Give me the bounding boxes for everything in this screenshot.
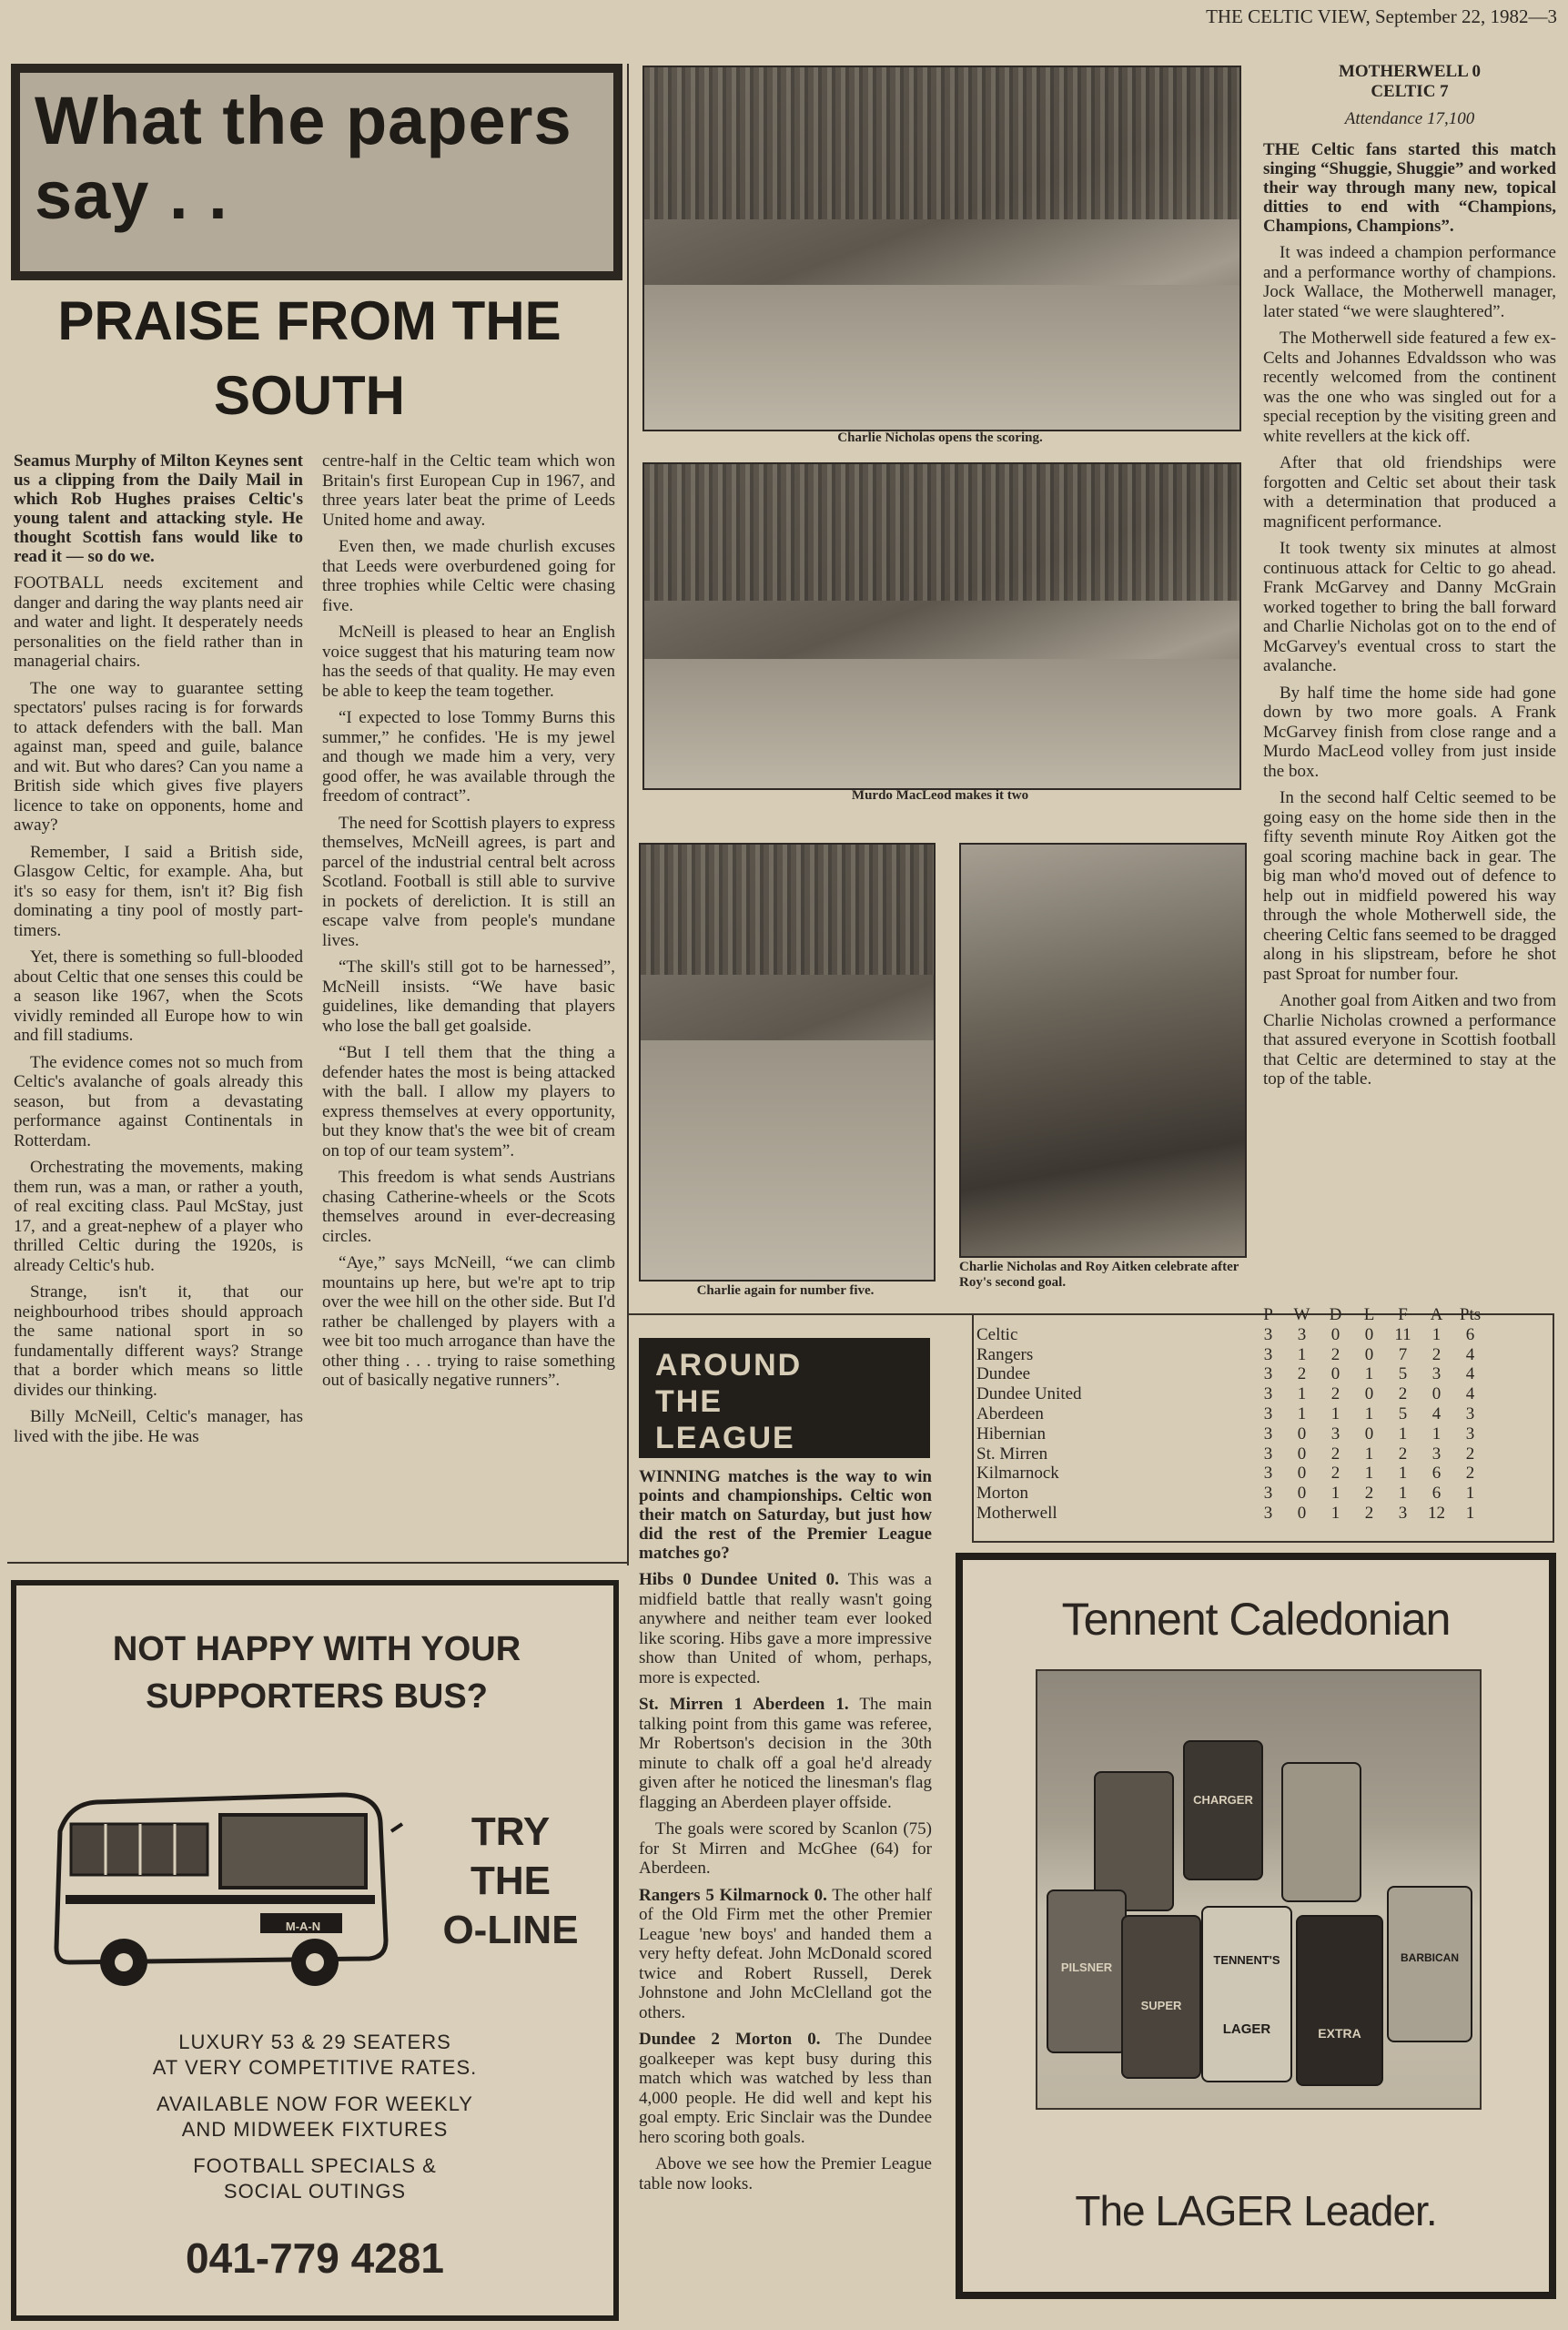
league-table-header — [976, 1305, 1487, 1325]
table-cell: 1 — [1330, 1403, 1340, 1423]
table-cell: 4 — [1465, 1364, 1475, 1384]
table-cell: 0 — [1364, 1384, 1374, 1404]
around-league-lede: WINNING matches is the way to win points and championships. Celtic won their match on Saturday, but just how did the rest of the Premier League matches go? — [639, 1467, 932, 1563]
papers-paragraph: Orchestrating the movements, making them run, was a man, or rather a youth, of real exciting class. Paul McStay, just 17, and a great-nephew of a player who thrilled Celtic during the 1920s, is already Celtic's hub. — [14, 1158, 303, 1275]
photo-nicholas-scores — [642, 66, 1241, 431]
around-league-column — [639, 1467, 932, 2201]
table-cell: 2 — [1364, 1484, 1374, 1504]
table-cell: 3 — [1263, 1484, 1273, 1504]
table-cell: 3 — [1263, 1464, 1273, 1484]
table-cell: 0 — [1330, 1364, 1340, 1384]
table-cell: 5 — [1398, 1403, 1408, 1423]
papers-paragraph: McNeill is pleased to hear an English voice suggest that his maturing team now has the seeds of that quality. He may even be able to keep the team together. — [322, 623, 615, 701]
table-row — [976, 1504, 1487, 1524]
team-name: Aberdeen — [976, 1403, 1044, 1423]
section-rule — [7, 1562, 628, 1564]
table-cell: 4 — [1465, 1384, 1475, 1404]
table-cell: 0 — [1297, 1464, 1307, 1484]
papers-paragraph: The need for Scottish players to express themselves, McNeill agrees, is part and parcel of the industrial central belt across Scotland. Football is still able to survive in pockets of dereliction. It is still an escape valve from people's mundane lives. — [322, 813, 615, 950]
team-name: Kilmarnock — [976, 1464, 1059, 1484]
table-cell: 2 — [1398, 1444, 1408, 1464]
bus-badge: M-A-N — [285, 1920, 321, 1933]
table-rule — [972, 1313, 974, 1543]
table-cell: 5 — [1398, 1364, 1408, 1384]
team-name: St. Mirren — [976, 1444, 1048, 1464]
league-table-body — [976, 1325, 1487, 1524]
table-cell: 2 — [1465, 1464, 1475, 1484]
table-row — [976, 1424, 1487, 1444]
papers-paragraph: “The skill's still got to be harnessed”, McNeill insists. “We have basic guidelines, like demanding that players who lose the ball get goalside. — [322, 957, 615, 1036]
table-cell: 2 — [1330, 1444, 1340, 1464]
papers-banner-title: What the papers say . . — [35, 83, 572, 233]
papers-paragraph: Strange, isn't it, that our neighbourhood tribes should approach the same national sport in so fundamentally different ways? Strange that a border which means so little divides our thinking. — [14, 1282, 303, 1400]
table-cell: 3 — [1431, 1364, 1442, 1384]
papers-paragraph: Remember, I said a British side, Glasgow Celtic, for example. Aha, but it's so easy for them, isn't it? Big fish dominating a tiny pool of mostly part-timers. — [14, 842, 303, 940]
table-header-cell: W — [1293, 1305, 1310, 1324]
bus-ad-line: AVAILABLE NOW FOR WEEKLY — [157, 2092, 473, 2115]
table-row — [976, 1364, 1487, 1384]
bus-ad-line: AT VERY COMPETITIVE RATES. — [152, 2056, 478, 2079]
papers-paragraph: This freedom is what sends Austrians chasing Catherine-wheels or the Scots themselves around in ever-decreasing circles. — [322, 1168, 615, 1246]
table-header-cell: A — [1430, 1305, 1443, 1324]
table-cell: 4 — [1431, 1403, 1442, 1423]
table-header-cell: L — [1363, 1305, 1375, 1324]
table-header-cell: Pts — [1459, 1305, 1482, 1324]
table-cell: 0 — [1297, 1423, 1307, 1444]
table-cell: 1 — [1364, 1444, 1374, 1464]
league-table — [974, 1305, 1556, 1542]
around-league-title: AROUND THE LEAGUE — [655, 1348, 803, 1455]
table-row — [976, 1484, 1487, 1504]
beer-can: CHARGER — [1183, 1740, 1263, 1880]
papers-paragraph: Even then, we made churlish excuses that Leeds were overburdened going for three trophies while Celtic were chasing five. — [322, 537, 615, 615]
beer-ad-brand: Tennent Caledonian — [1061, 1594, 1451, 1645]
beer-ad-photo — [1036, 1669, 1482, 2110]
table-row — [976, 1384, 1487, 1404]
table-cell: 1 — [1398, 1464, 1408, 1484]
table-cell: 1 — [1297, 1344, 1307, 1364]
table-cell: 0 — [1364, 1423, 1374, 1444]
match-paragraph: The Motherwell side featured a few ex-Celts and Johannes Edvaldsson who was recently welcomed from the continent was the one who was singled out for a special reception by the visiting green and white revellers at the kick off. — [1263, 329, 1556, 446]
team-name: Dundee — [976, 1364, 1031, 1384]
league-item: Dundee 2 Morton 0. The Dundee goalkeeper was kept busy during this match which was watched by less than 4,000 people. He did well and kept his goal empty. Eric Sinclair was the Dundee hero scoring both goals. — [639, 2030, 932, 2147]
try-line: O-LINE — [442, 1908, 579, 1952]
league-item: St. Mirren 1 Aberdeen 1. The main talking point from this game was referee, Mr Robertson's decision in the 30th minute to chalk off a goal he'd already given after he noticed the linesman's flag flagging an Aberdeen player offside. — [639, 1695, 932, 1812]
papers-paragraph: Yet, there is something so full-blooded about Celtic that one senses this could be a season like 1967, when the Scots vividly reminded all Europe how to win and fill stadiums. — [14, 947, 303, 1045]
score-away: CELTIC 7 — [1371, 82, 1449, 101]
table-cell: 2 — [1465, 1444, 1475, 1464]
beer-can: BARBICAN — [1387, 1886, 1472, 2042]
table-cell: 0 — [1297, 1444, 1307, 1464]
table-cell: 2 — [1330, 1384, 1340, 1404]
papers-headline: PRAISE FROM THE SOUTH — [57, 290, 561, 426]
match-paragraph: In the second half Celtic seemed to be going easy on the home side then in the fifty seventh minute Roy Aitken got the goal scoring machine back in gear. The big man who'd moved out of defence to help out in midfield powered his way through the whole Motherwell side, the cheering Celtic fans seemed to be dragged along in his slipstream, before he shot past Sproat for number four. — [1263, 788, 1556, 984]
match-report — [1263, 62, 1556, 1097]
table-cell: 3 — [1263, 1444, 1273, 1464]
papers-paragraph: “But I tell them that the thing a defender hates the most is being attacked with the ball. I allow my players to express themselves at every opportunity, but they know that's the wee bit of cream on top of our team system”. — [322, 1043, 615, 1160]
table-cell: 1 — [1297, 1403, 1307, 1423]
table-header-cell: D — [1329, 1305, 1342, 1324]
around-league-banner — [639, 1338, 930, 1458]
beer-ad — [956, 1553, 1556, 2299]
table-header-cell: P — [1263, 1305, 1273, 1324]
papers-lede: Seamus Murphy of Milton Keynes sent us a clipping from the Daily Mail in which Rob Hughes praises Celtic's young talent and attacking style. He thought Scottish fans would like to read it — so do we. — [14, 451, 303, 566]
table-cell: 3 — [1431, 1444, 1442, 1464]
beer-can — [1281, 1762, 1361, 1902]
table-cell: 12 — [1428, 1503, 1445, 1523]
table-cell: 3 — [1263, 1503, 1273, 1523]
table-cell: 6 — [1465, 1324, 1475, 1344]
table-rule — [1553, 1313, 1554, 1543]
column-rule — [627, 64, 629, 1565]
league-item: The goals were scored by Scanlon (75) for St Mirren and McGhee (64) for Aberdeen. — [639, 1819, 932, 1878]
papers-paragraph: The evidence comes not so much from Celtic's avalanche of goals already this season, but from a devastating performance against Continentals in Rotterdam. — [14, 1052, 303, 1150]
table-cell: 1 — [1431, 1423, 1442, 1444]
papers-banner — [11, 64, 622, 280]
bus-ad-phone: 041-779 4281 — [186, 2234, 444, 2282]
team-name: Dundee United — [976, 1384, 1082, 1404]
papers-column-1 — [14, 451, 303, 1454]
bus-ad — [11, 1580, 619, 2321]
try-line: THE — [470, 1859, 551, 1903]
try-the-o-line — [424, 1808, 597, 1955]
team-name: Hibernian — [976, 1423, 1046, 1444]
table-cell: 1 — [1398, 1423, 1408, 1444]
papers-column-2 — [322, 451, 615, 1398]
table-cell: 1 — [1431, 1324, 1442, 1344]
table-cell: 0 — [1297, 1503, 1307, 1523]
beer-ad-tagline: The LAGER Leader. — [1075, 2187, 1437, 2234]
table-cell: 0 — [1364, 1324, 1374, 1344]
table-cell: 0 — [1364, 1344, 1374, 1364]
table-cell: 0 — [1297, 1484, 1307, 1504]
table-cell: 3 — [1263, 1324, 1273, 1344]
beer-can: PILSNER — [1047, 1889, 1127, 2053]
papers-paragraph: FOOTBALL needs excitement and danger and daring the way plants need air and water and light. It desperately needs personalities on the field rather than in managerial chairs. — [14, 573, 303, 671]
table-cell: 3 — [1263, 1344, 1273, 1364]
bus-illustration — [42, 1768, 406, 2004]
masthead: THE CELTIC VIEW, September 22, 1982—3 — [1206, 5, 1557, 27]
match-paragraph: Another goal from Aitken and two from Charlie Nicholas crowned a performance that assured everyone in Scottish football that Celtic are determined to stay at the top of the table. — [1263, 991, 1556, 1089]
photo-celebration — [959, 843, 1247, 1258]
table-cell: 4 — [1465, 1344, 1475, 1364]
match-paragraph: It took twenty six minutes at almost continuous attack for Celtic to go ahead. Frank McGarvey and Danny McGrain worked together to bring the ball forward and Charlie Nicholas got on to the end of McGarvey's eventual cross to start the avalanche. — [1263, 539, 1556, 675]
table-cell: 7 — [1398, 1344, 1408, 1364]
table-rule — [972, 1541, 1554, 1543]
table-row — [976, 1325, 1487, 1345]
photo-caption: Charlie Nicholas opens the scoring. — [837, 431, 1043, 445]
table-header-cell: F — [1398, 1305, 1408, 1324]
table-cell: 1 — [1330, 1503, 1340, 1523]
bus-ad-headline: NOT HAPPY WITH YOUR SUPPORTERS BUS? — [112, 1630, 521, 1716]
photo-macleod-goal — [642, 462, 1241, 790]
bus-ad-line: AND MIDWEEK FIXTURES — [181, 2118, 449, 2141]
beer-can: EXTRA — [1296, 1915, 1383, 2086]
papers-paragraph: The one way to guarantee setting spectators' pulses racing is for forwards to attack defenders with the ball. Man against man, speed and guile, balance and wit. But who dares? Can you name a British side which gives five players licence to take on opponents, home and away? — [14, 678, 303, 835]
table-cell: 3 — [1263, 1403, 1273, 1423]
table-cell: 3 — [1465, 1403, 1475, 1423]
table-cell: 2 — [1330, 1344, 1340, 1364]
match-paragraph: It was indeed a champion performance and a performance worthy of champions. Jock Wallace, the Motherwell manager, later stated “we were slaughtered”. — [1263, 243, 1556, 321]
papers-paragraph: centre-half in the Celtic team which won Britain's first European Cup in 1967, and three years later beat the prime of Leeds United home and away. — [322, 451, 615, 530]
table-cell: 1 — [1465, 1503, 1475, 1523]
table-cell: 1 — [1330, 1484, 1340, 1504]
league-item: Above we see how the Premier League table now looks. — [639, 2154, 932, 2193]
table-cell: 2 — [1297, 1364, 1307, 1384]
match-paragraph: After that old friendships were forgotten and Celtic set about their task with a determination that produced a magnificent performance. — [1263, 453, 1556, 532]
beer-can: TENNENT'S LAGER — [1201, 1906, 1292, 2082]
table-cell: 6 — [1431, 1464, 1442, 1484]
photo-caption: Charlie Nicholas and Roy Aitken celebrate after Roy's second goal. — [959, 1260, 1239, 1290]
photo-caption: Charlie again for number five. — [696, 1283, 875, 1298]
table-cell: 3 — [1398, 1503, 1408, 1523]
photo-nicholas-fifth — [639, 843, 936, 1282]
attendance: Attendance 17,100 — [1344, 109, 1475, 128]
papers-paragraph: “Aye,” says McNeill, “we can climb mountains up here, but we're apt to trip over the wee hill on the other side. But I'd rather be challenged by players with a wee bit too much arrogance than have the other thing . . . trying to raise something out of basically negative runners”. — [322, 1253, 615, 1390]
table-cell: 1 — [1364, 1364, 1374, 1384]
match-lede: THE Celtic fans started this match singing “Shuggie, Shuggie” and worked their way through many new, topical ditties to end with “Champions, Champions, Champions”. — [1263, 140, 1556, 236]
table-cell: 3 — [1263, 1384, 1273, 1404]
table-cell: 0 — [1431, 1384, 1442, 1404]
table-row — [976, 1464, 1487, 1484]
photo-caption: Murdo MacLeod makes it two — [851, 788, 1029, 803]
table-cell: 3 — [1465, 1423, 1475, 1444]
team-name: Celtic — [976, 1324, 1018, 1344]
table-cell: 1 — [1297, 1384, 1307, 1404]
table-cell: 6 — [1431, 1484, 1442, 1504]
table-row — [976, 1345, 1487, 1365]
table-row — [976, 1444, 1487, 1464]
league-item: Hibs 0 Dundee United 0. This was a midfield battle that really wasn't going anywhere and neither team ever looked like scoring. Hibs gave a more impressive show than United of whom, perhaps, more is expected. — [639, 1570, 932, 1687]
table-cell: 1 — [1364, 1403, 1374, 1423]
table-cell: 11 — [1394, 1324, 1411, 1344]
match-paragraph: By half time the home side had gone down by two more goals. A Frank McGarvey finish from close range and a Murdo MacLeod volley from just inside the box. — [1263, 683, 1556, 781]
team-name: Motherwell — [976, 1503, 1057, 1523]
try-line: TRY — [470, 1809, 551, 1854]
bus-ad-line: FOOTBALL SPECIALS & — [193, 2154, 437, 2177]
table-row — [976, 1404, 1487, 1424]
bus-ad-line: LUXURY 53 & 29 SEATERS — [178, 2031, 451, 2053]
table-cell: 3 — [1263, 1423, 1273, 1444]
beer-can: SUPER — [1121, 1915, 1201, 2079]
table-cell: 3 — [1263, 1364, 1273, 1384]
league-item: Rangers 5 Kilmarnock 0. The other half of the Old Firm met the other Premier League 'new boys' and handed them a very hefty defeat. John McDonald scored twice and Robert Russell, Derek Johnstone and John McClelland got the others. — [639, 1885, 932, 2022]
bus-ad-line: SOCIAL OUTINGS — [223, 2180, 407, 2203]
table-cell: 1 — [1364, 1464, 1374, 1484]
table-cell: 2 — [1431, 1344, 1442, 1364]
table-cell: 3 — [1297, 1324, 1307, 1344]
papers-paragraph: “I expected to lose Tommy Burns this summer,” he confides. 'He is my jewel and though we made him a very, very good offer, he was available through the freedom of contract”. — [322, 708, 615, 805]
table-cell: 2 — [1364, 1503, 1374, 1523]
table-cell: 2 — [1398, 1384, 1408, 1404]
score-home: MOTHERWELL 0 — [1338, 62, 1482, 81]
table-cell: 2 — [1330, 1464, 1340, 1484]
table-cell: 1 — [1398, 1484, 1408, 1504]
table-cell: 3 — [1330, 1423, 1340, 1444]
papers-paragraph: Billy McNeill, Celtic's manager, has lived with the jibe. He was — [14, 1407, 303, 1446]
team-name: Rangers — [976, 1344, 1034, 1364]
table-cell: 0 — [1330, 1324, 1340, 1344]
team-name: Morton — [976, 1484, 1028, 1504]
table-cell: 1 — [1465, 1484, 1475, 1504]
